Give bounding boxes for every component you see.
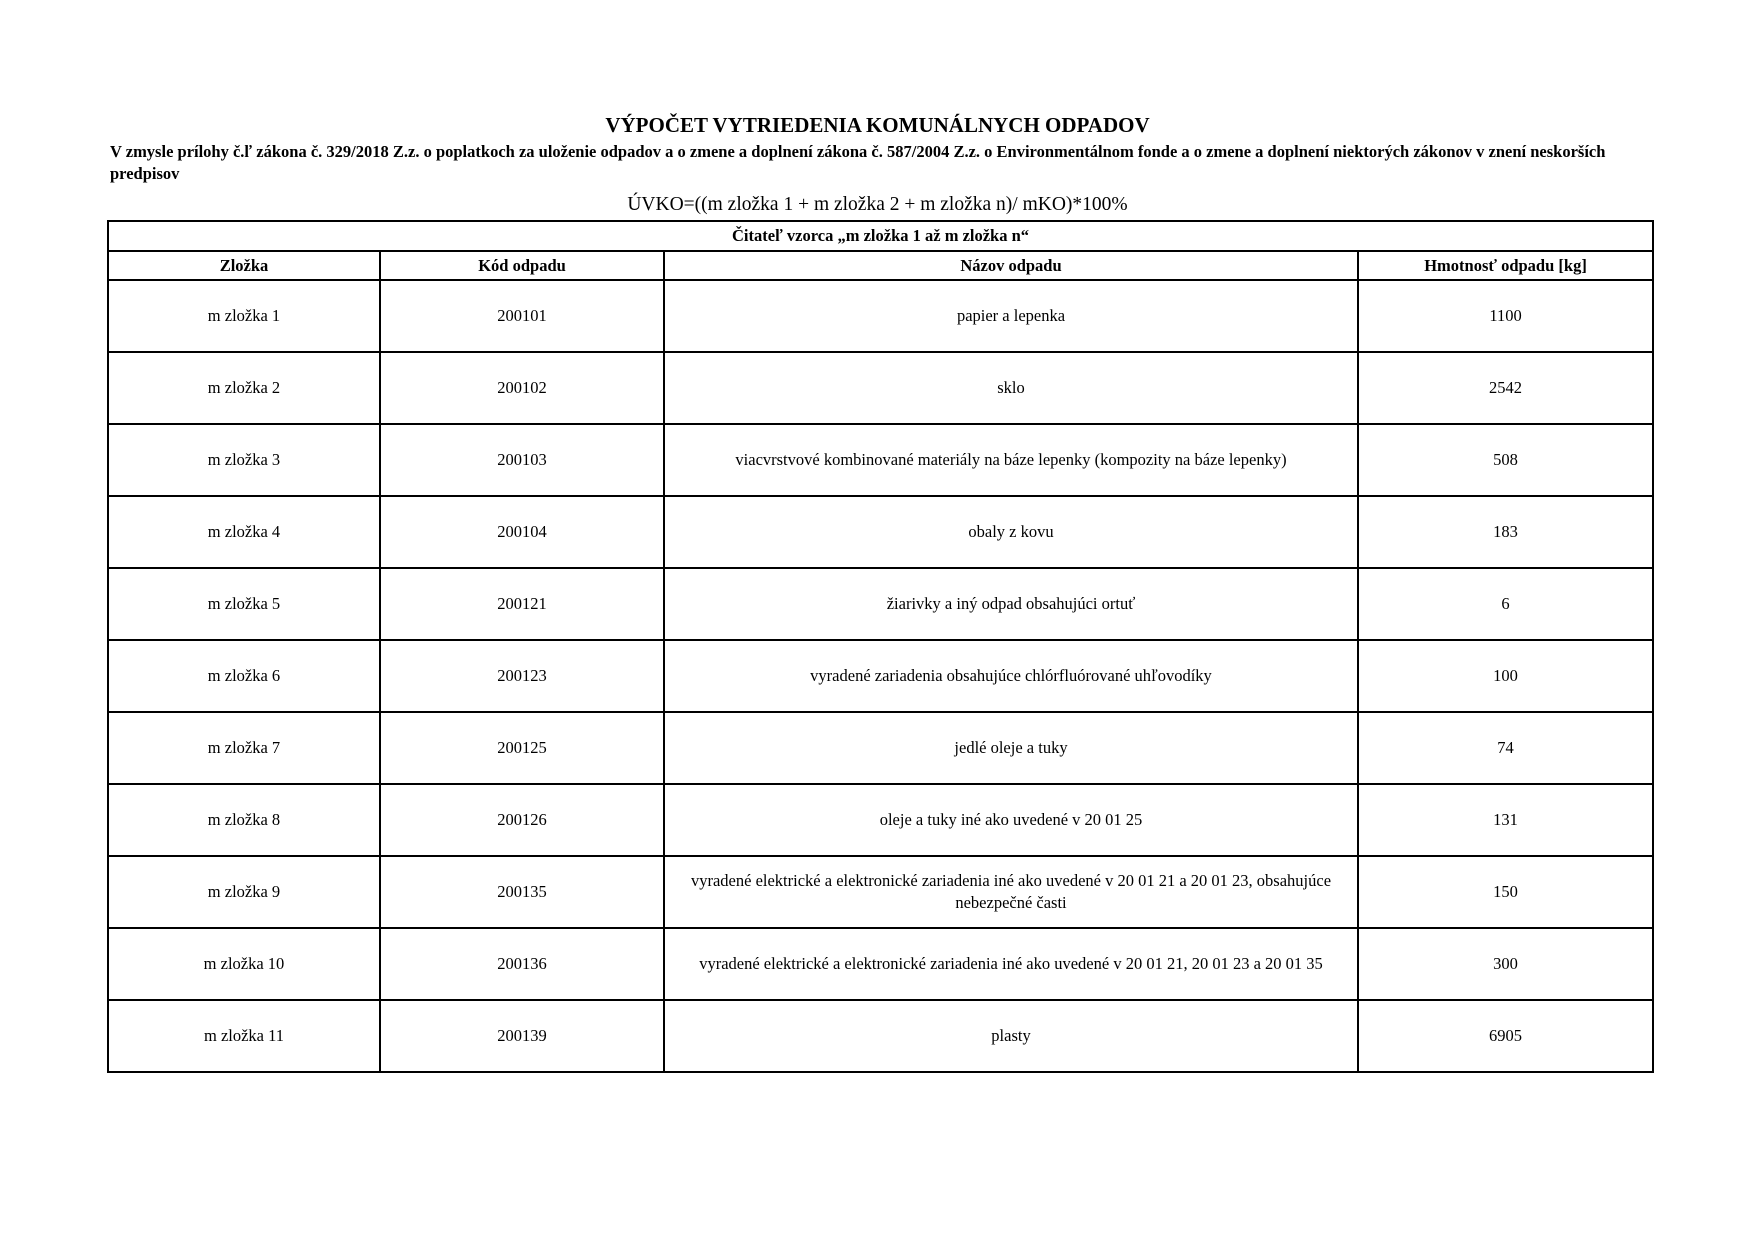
cell-component: m zložka 1 <box>108 280 380 352</box>
cell-weight: 508 <box>1358 424 1653 496</box>
cell-weight: 183 <box>1358 496 1653 568</box>
cell-name: vyradené zariadenia obsahujúce chlórfluórované uhľovodíky <box>664 640 1358 712</box>
document-title: VÝPOČET VYTRIEDENIA KOMUNÁLNYCH ODPADOV <box>605 113 1150 137</box>
cell-component: m zložka 5 <box>108 568 380 640</box>
table-row <box>108 568 1653 640</box>
cell-weight: 6905 <box>1358 1000 1653 1072</box>
cell-weight: 131 <box>1358 784 1653 856</box>
cell-component: m zložka 11 <box>108 1000 380 1072</box>
table-header-row <box>108 251 1653 280</box>
cell-component: m zložka 2 <box>108 352 380 424</box>
cell-component: m zložka 9 <box>108 856 380 928</box>
cell-code: 200125 <box>380 712 664 784</box>
table-row <box>108 712 1653 784</box>
cell-code: 200136 <box>380 928 664 1000</box>
cell-name: oleje a tuky iné ako uvedené v 20 01 25 <box>664 784 1358 856</box>
cell-name: sklo <box>664 352 1358 424</box>
table-caption-row <box>108 221 1653 251</box>
cell-code: 200126 <box>380 784 664 856</box>
cell-name: žiarivky a iný odpad obsahujúci ortuť <box>664 568 1358 640</box>
cell-name: papier a lepenka <box>664 280 1358 352</box>
cell-weight: 6 <box>1358 568 1653 640</box>
cell-code: 200103 <box>380 424 664 496</box>
cell-weight: 300 <box>1358 928 1653 1000</box>
cell-component: m zložka 10 <box>108 928 380 1000</box>
cell-name: jedlé oleje a tuky <box>664 712 1358 784</box>
cell-weight: 100 <box>1358 640 1653 712</box>
table-caption: Čitateľ vzorca „m zložka 1 až m zložka n“ <box>108 221 1653 251</box>
cell-component: m zložka 8 <box>108 784 380 856</box>
table-row <box>108 280 1653 352</box>
table-row <box>108 856 1653 928</box>
cell-weight: 150 <box>1358 856 1653 928</box>
waste-table <box>107 220 1654 1073</box>
column-header-component: Zložka <box>108 251 380 280</box>
cell-code: 200139 <box>380 1000 664 1072</box>
cell-name: vyradené elektrické a elektronické zariadenia iné ako uvedené v 20 01 21, 20 01 23 a 20 01 35 <box>664 928 1358 1000</box>
table-row <box>108 784 1653 856</box>
column-header-weight: Hmotnosť odpadu [kg] <box>1358 251 1653 280</box>
cell-weight: 1100 <box>1358 280 1653 352</box>
column-header-code: Kód odpadu <box>380 251 664 280</box>
cell-component: m zložka 4 <box>108 496 380 568</box>
cell-name: obaly z kovu <box>664 496 1358 568</box>
table-row <box>108 640 1653 712</box>
table-row <box>108 1000 1653 1072</box>
cell-weight: 74 <box>1358 712 1653 784</box>
cell-code: 200104 <box>380 496 664 568</box>
table-row <box>108 424 1653 496</box>
cell-code: 200123 <box>380 640 664 712</box>
table-row <box>108 352 1653 424</box>
cell-name: plasty <box>664 1000 1358 1072</box>
table-row <box>108 928 1653 1000</box>
cell-component: m zložka 7 <box>108 712 380 784</box>
column-header-name: Názov odpadu <box>664 251 1358 280</box>
cell-code: 200121 <box>380 568 664 640</box>
document-subtitle: V zmysle prílohy č.ľ zákona č. 329/2018 Z.z. o poplatkoch za uloženie odpadov a o zmene a doplnení zákona č. 587/2004 Z.z. o Environmentálnom fonde a o zmene a doplnení niektorých zákonov v znení neskorších predpisov <box>110 142 1606 183</box>
cell-component: m zložka 6 <box>108 640 380 712</box>
cell-code: 200101 <box>380 280 664 352</box>
cell-name: vyradené elektrické a elektronické zariadenia iné ako uvedené v 20 01 21 a 20 01 23, obsahujúce nebezpečné časti <box>664 856 1358 928</box>
cell-name: viacvrstvové kombinované materiály na báze lepenky (kompozity na báze lepenky) <box>664 424 1358 496</box>
formula-text: ÚVKO=((m zložka 1 + m zložka 2 + m zložka n)/ mKO)*100% <box>627 194 1128 215</box>
cell-code: 200135 <box>380 856 664 928</box>
cell-code: 200102 <box>380 352 664 424</box>
cell-component: m zložka 3 <box>108 424 380 496</box>
cell-weight: 2542 <box>1358 352 1653 424</box>
table-row <box>108 496 1653 568</box>
